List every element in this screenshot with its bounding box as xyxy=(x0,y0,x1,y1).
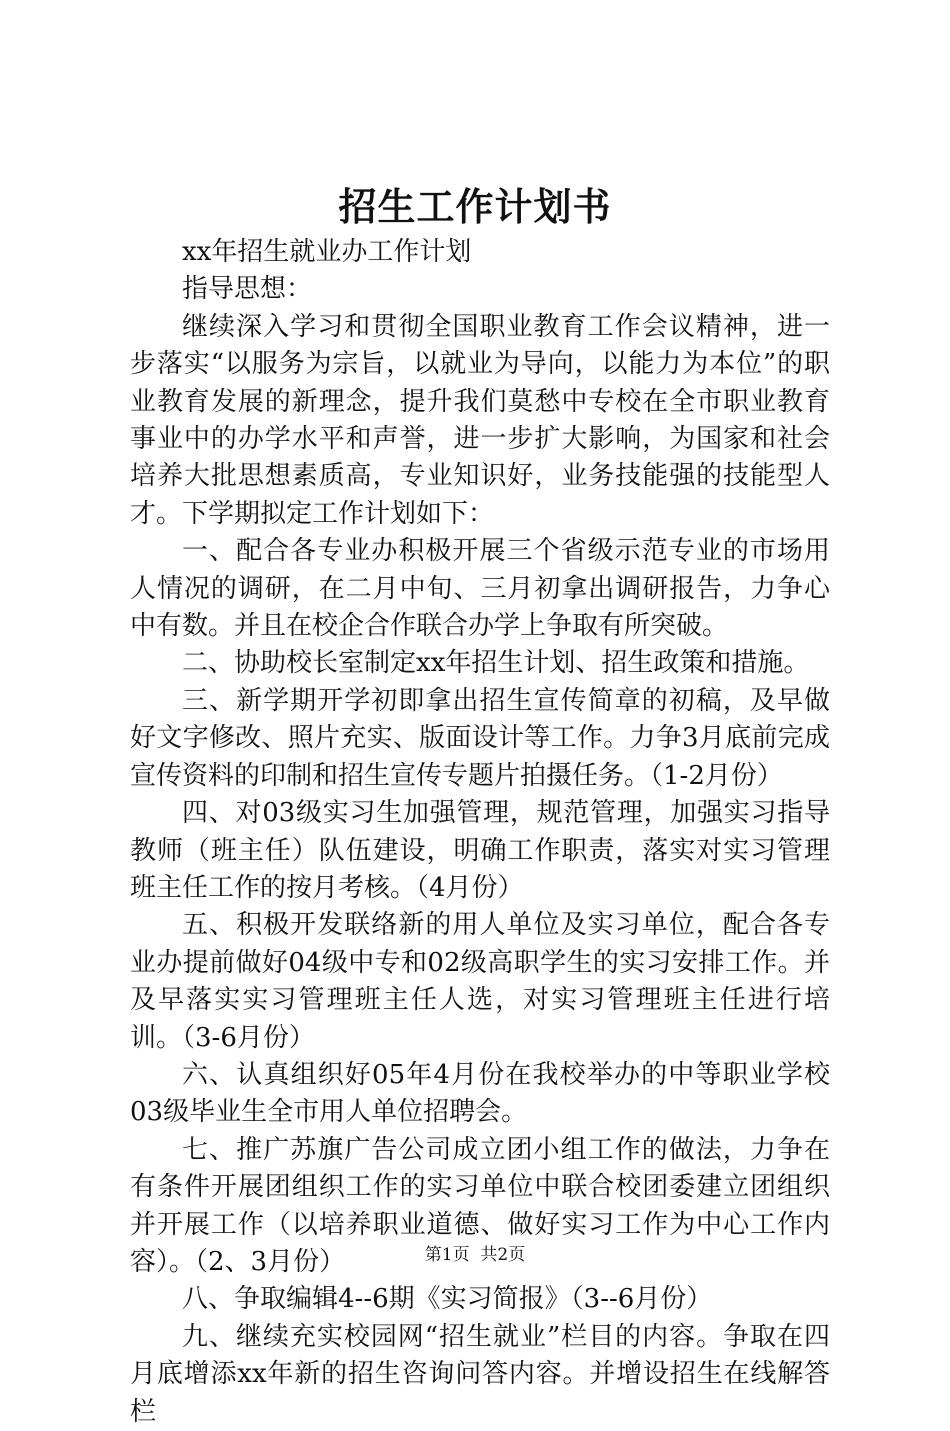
paragraph-item-7: 七、推广苏旗广告公司成立团小组工作的做法，力争在有条件开展团组织工作的实习单位中联合校团委建立团组织并开展工作（以培养职业道德、做好实习工作为中心工作内容）。（2、3月份） xyxy=(130,1134,830,1277)
paragraph-item-3: 三、新学期开学初即拿出招生宣传简章的初稿，及早做好文字修改、照片充实、版面设计等工作。力争3月底前完成宣传资料的印制和招生宣传专题片拍摄任务。（1-2月份） xyxy=(130,685,830,791)
paragraph-item-5: 五、积极开发联络新的用人单位及实习单位，配合各专业办提前做好04级中专和02级高职学生的实习安排工作。并及早落实实习管理班主任人选，对实习管理班主任进行培训。（3-6月份） xyxy=(130,910,830,1053)
paragraph-guiding-heading: 指导思想： xyxy=(182,274,313,305)
page-footer xyxy=(0,1243,950,1267)
page-total: 共2页 xyxy=(480,1245,526,1265)
document-title: 招生工作计划书 xyxy=(338,184,612,229)
paragraph-guiding-thought: 继续深入学习和贯彻全国职业教育工作会议精神，进一步落实“以服务为宗旨，以就业为导向，以能力为本位”的职业教育发展的新理念，提升我们莫愁中专校在全市职业教育事业中的办学水平和声誉，进一步扩大影响，为国家和社会培养大批思想素质高，专业知识好，业务技能强的技能型人才。下学期拟定工作计划如下： xyxy=(130,311,830,529)
page-number: 第1页 xyxy=(424,1245,470,1265)
paragraph-item-4: 四、对03级实习生加强管理，规范管理，加强实习指导教师（班主任）队伍建设，明确工作职责，落实对实习管理班主任工作的按月考核。（4月份） xyxy=(130,798,830,903)
paragraph-subtitle: xx年招生就业办工作计划 xyxy=(182,237,472,267)
paragraph-item-9: 九、继续充实校园网“招生就业”栏目的内容。争取在四月底增添xx年新的招生咨询问答内容。并增设招生在线解答栏 xyxy=(130,1321,830,1427)
paragraph-item-1: 一、配合各专业办积极开展三个省级示范专业的市场用人情况的调研，在二月中旬、三月初拿出调研报告，力争心中有数。并且在校企合作联合办学上争取有所突破。 xyxy=(130,536,830,642)
paragraph-item-2: 二、协助校长室制定xx年招生计划、招生政策和措施。 xyxy=(182,648,810,679)
paragraph-item-6: 六、认真组织好05年4月份在我校举办的中等职业学校03级毕业生全市用人单位招聘会。 xyxy=(130,1059,830,1128)
paragraph-item-8: 八、争取编辑4--6期《实习简报》（3--6月份） xyxy=(182,1284,713,1315)
